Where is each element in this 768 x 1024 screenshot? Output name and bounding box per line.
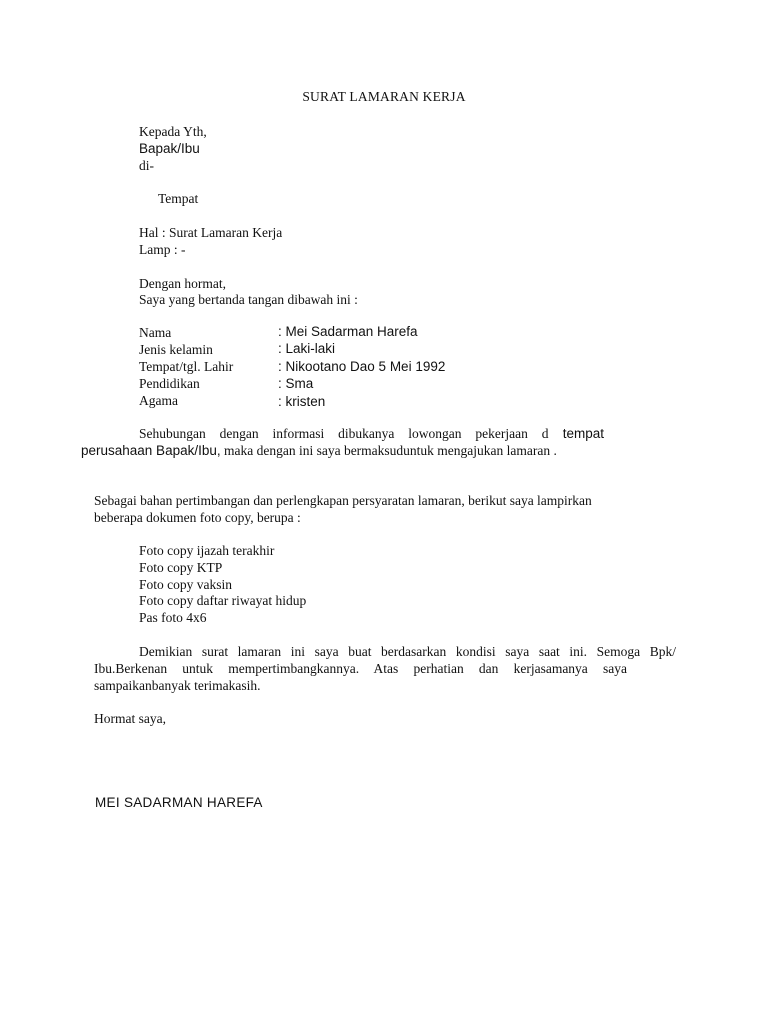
paragraph-3-line-2: Ibu.Berkenan untuk mempertimbangkannya. Atas perhatian dan kerjasamanya saya xyxy=(94,661,627,676)
paragraph-2-line-1: Sebagai bahan pertimbangan dan perlengkapan persyaratan lamaran, berikut saya lampirkan xyxy=(94,493,592,508)
identity-label-religion: Agama xyxy=(139,393,178,408)
identity-value-name: : Mei Sadarman Harefa xyxy=(278,324,418,339)
closing: Hormat saya, xyxy=(94,711,166,726)
identity-value-education: : Sma xyxy=(278,376,314,391)
paragraph-2-line-2: beberapa dokumen foto copy, berupa : xyxy=(94,510,301,525)
paragraph-1-line-2-sans: perusahaan Bapak/Ibu, xyxy=(81,443,221,458)
identity-value-gender: : Laki-laki xyxy=(278,341,336,356)
paragraph-1-line-1-serif: Sehubungan dengan informasi dibukanya lowongan pekerjaan d xyxy=(139,426,549,441)
paragraph-3-line-1: Demikian surat lamaran ini saya buat berdasarkan kondisi saya saat ini. Semoga Bpk/ xyxy=(139,644,676,659)
letter-title: SURAT LAMARAN KERJA xyxy=(302,89,466,104)
document-item: Foto copy KTP xyxy=(139,560,223,575)
greeting: Dengan hormat, xyxy=(139,276,226,291)
identity-label-gender: Jenis kelamin xyxy=(139,342,213,357)
paragraph-3-line-3: sampaikanbanyak terimakasih. xyxy=(94,678,261,693)
intro-line: Saya yang bertanda tangan dibawah ini : xyxy=(139,292,358,307)
recipient-place: Tempat xyxy=(158,191,199,206)
paragraph-1-line-1-sans: tempat xyxy=(548,426,604,441)
document-item: Pas foto 4x6 xyxy=(139,610,207,625)
document-item: Foto copy vaksin xyxy=(139,577,232,592)
document-item: Foto copy ijazah terakhir xyxy=(139,543,275,558)
identity-value-birth: : Nikootano Dao 5 Mei 1992 xyxy=(278,359,446,374)
paragraph-1-line-2 xyxy=(81,442,557,459)
paragraph-1-line-1 xyxy=(139,425,604,442)
paragraph-1-line-2-serif: maka dengan ini saya bermaksuduntuk mengajukan lamaran . xyxy=(220,443,557,458)
identity-value-religion: : kristen xyxy=(278,394,326,409)
recipient-line-3: di- xyxy=(139,158,154,173)
identity-label-birth: Tempat/tgl. Lahir xyxy=(139,359,234,374)
recipient-line-1: Kepada Yth, xyxy=(139,124,207,139)
subject-line: Hal : Surat Lamaran Kerja xyxy=(139,225,283,240)
recipient-line-2: Bapak/Ibu xyxy=(139,141,200,156)
attachment-line: Lamp : - xyxy=(139,242,186,257)
identity-label-education: Pendidikan xyxy=(139,376,200,391)
signature-name: MEI SADARMAN HAREFA xyxy=(95,795,263,810)
document-item: Foto copy daftar riwayat hidup xyxy=(139,593,307,608)
identity-label-name: Nama xyxy=(139,325,172,340)
